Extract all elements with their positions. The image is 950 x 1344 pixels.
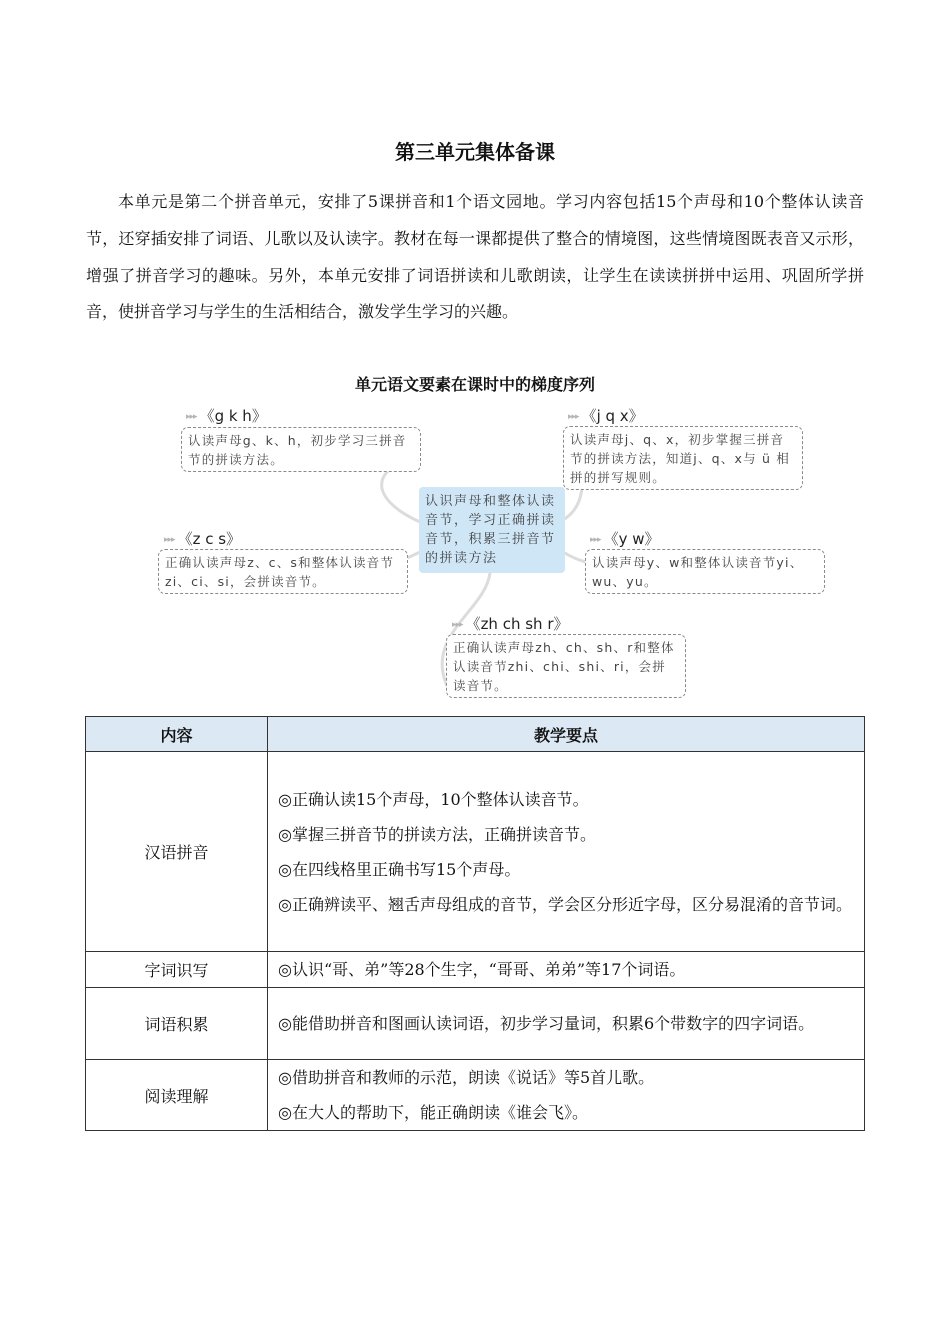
row-points bbox=[268, 752, 865, 952]
node-box-jqx: 认读声母j、q、x，初步掌握三拼音节的拼读方法，知道j、q、x与 ü 相拼的拼写规则。 bbox=[563, 426, 803, 490]
mind-map bbox=[150, 402, 840, 702]
table-row bbox=[86, 952, 865, 988]
teaching-points-table bbox=[85, 716, 865, 1131]
row-category: 字词识写 bbox=[86, 952, 268, 988]
point-item: ◎能借助拼音和图画认读词语，初步学习量词，积累6个带数字的四字词语。 bbox=[278, 1014, 815, 1033]
center-node: 认识声母和整体认读音节，学习正确拼读音节，积累三拼音节的拼读方法 bbox=[419, 487, 565, 573]
row-points bbox=[268, 1060, 865, 1131]
diagram-title: 单元语文要素在课时中的梯度序列 bbox=[354, 375, 595, 394]
table-header-row bbox=[86, 717, 865, 752]
triple-arrow-icon: ▸▸▸ bbox=[164, 535, 175, 545]
row-category: 词语积累 bbox=[86, 988, 268, 1060]
point-item: ◎在四线格里正确书写15个声母。 bbox=[278, 859, 521, 879]
triple-arrow-icon: ▸▸▸ bbox=[590, 535, 601, 545]
page-title: 第三单元集体备课 bbox=[395, 140, 555, 164]
point-item: ◎掌握三拼音节的拼读方法，正确拼读音节。 bbox=[278, 824, 596, 844]
header-content: 内容 bbox=[86, 717, 268, 752]
table-row bbox=[86, 988, 865, 1060]
triple-arrow-icon: ▸▸▸ bbox=[568, 412, 579, 422]
point-item: ◎正确辨读平、翘舌声母组成的音节，学会区分形近字母，区分易混淆的音节词。 bbox=[278, 894, 852, 914]
node-title-gkh: ▸▸▸ 《g k h》 bbox=[186, 407, 267, 425]
node-box-zcs: 正确认读声母z、c、s和整体认读音节zi、ci、si，会拼读音节。 bbox=[158, 549, 408, 594]
point-item: ◎认识“哥、弟”等28个生字，“哥哥、弟弟”等17个词语。 bbox=[278, 960, 686, 979]
row-category: 阅读理解 bbox=[86, 1060, 268, 1131]
table-row bbox=[86, 1060, 865, 1131]
node-title-zhchshr: ▸▸▸ 《zh ch sh r》 bbox=[452, 615, 569, 633]
header-teaching-points: 教学要点 bbox=[268, 717, 865, 752]
point-item: ◎正确认读15个声母，10个整体认读音节。 bbox=[278, 789, 589, 809]
row-category: 汉语拼音 bbox=[86, 752, 268, 952]
node-title-jqx: ▸▸▸ 《j q x》 bbox=[568, 407, 644, 425]
point-item: ◎借助拼音和教师的示范，朗读《说话》等5首儿歌。 bbox=[278, 1068, 655, 1087]
node-box-gkh: 认读声母g、k、h，初步学习三拼音节的拼读方法。 bbox=[181, 427, 421, 472]
node-box-yw: 认读声母y、w和整体认读音节yi、wu、yu。 bbox=[585, 549, 825, 594]
point-item: ◎在大人的帮助下，能正确朗读《谁会飞》。 bbox=[278, 1103, 588, 1122]
node-title-zcs: ▸▸▸ 《z c s》 bbox=[164, 530, 242, 548]
node-title-yw: ▸▸▸ 《y w》 bbox=[590, 530, 660, 548]
triple-arrow-icon: ▸▸▸ bbox=[186, 412, 197, 422]
intro-paragraph: 本单元是第二个拼音单元，安排了5课拼音和1个语文园地。学习内容包括15个声母和10个整体认读音节，还穿插安排了词语、儿歌以及认读字。教材在每一课都提供了整合的情境图，这些情境图既表音又示形，增强了拼音学习的趣味。另外，本单元安排了词语拼读和儿歌朗读，让学生在读读拼拼中运用、巩固所学拼音，使拼音学习与学生的生活相结合，激发学生学习的兴趣。 bbox=[86, 192, 864, 322]
table-row bbox=[86, 752, 865, 952]
row-points bbox=[268, 988, 865, 1060]
row-points bbox=[268, 952, 865, 988]
triple-arrow-icon: ▸▸▸ bbox=[452, 620, 463, 630]
node-box-zhchshr: 正确认读声母zh、ch、sh、r和整体认读音节zhi、chi、shi、ri，会拼读音节。 bbox=[446, 634, 686, 698]
